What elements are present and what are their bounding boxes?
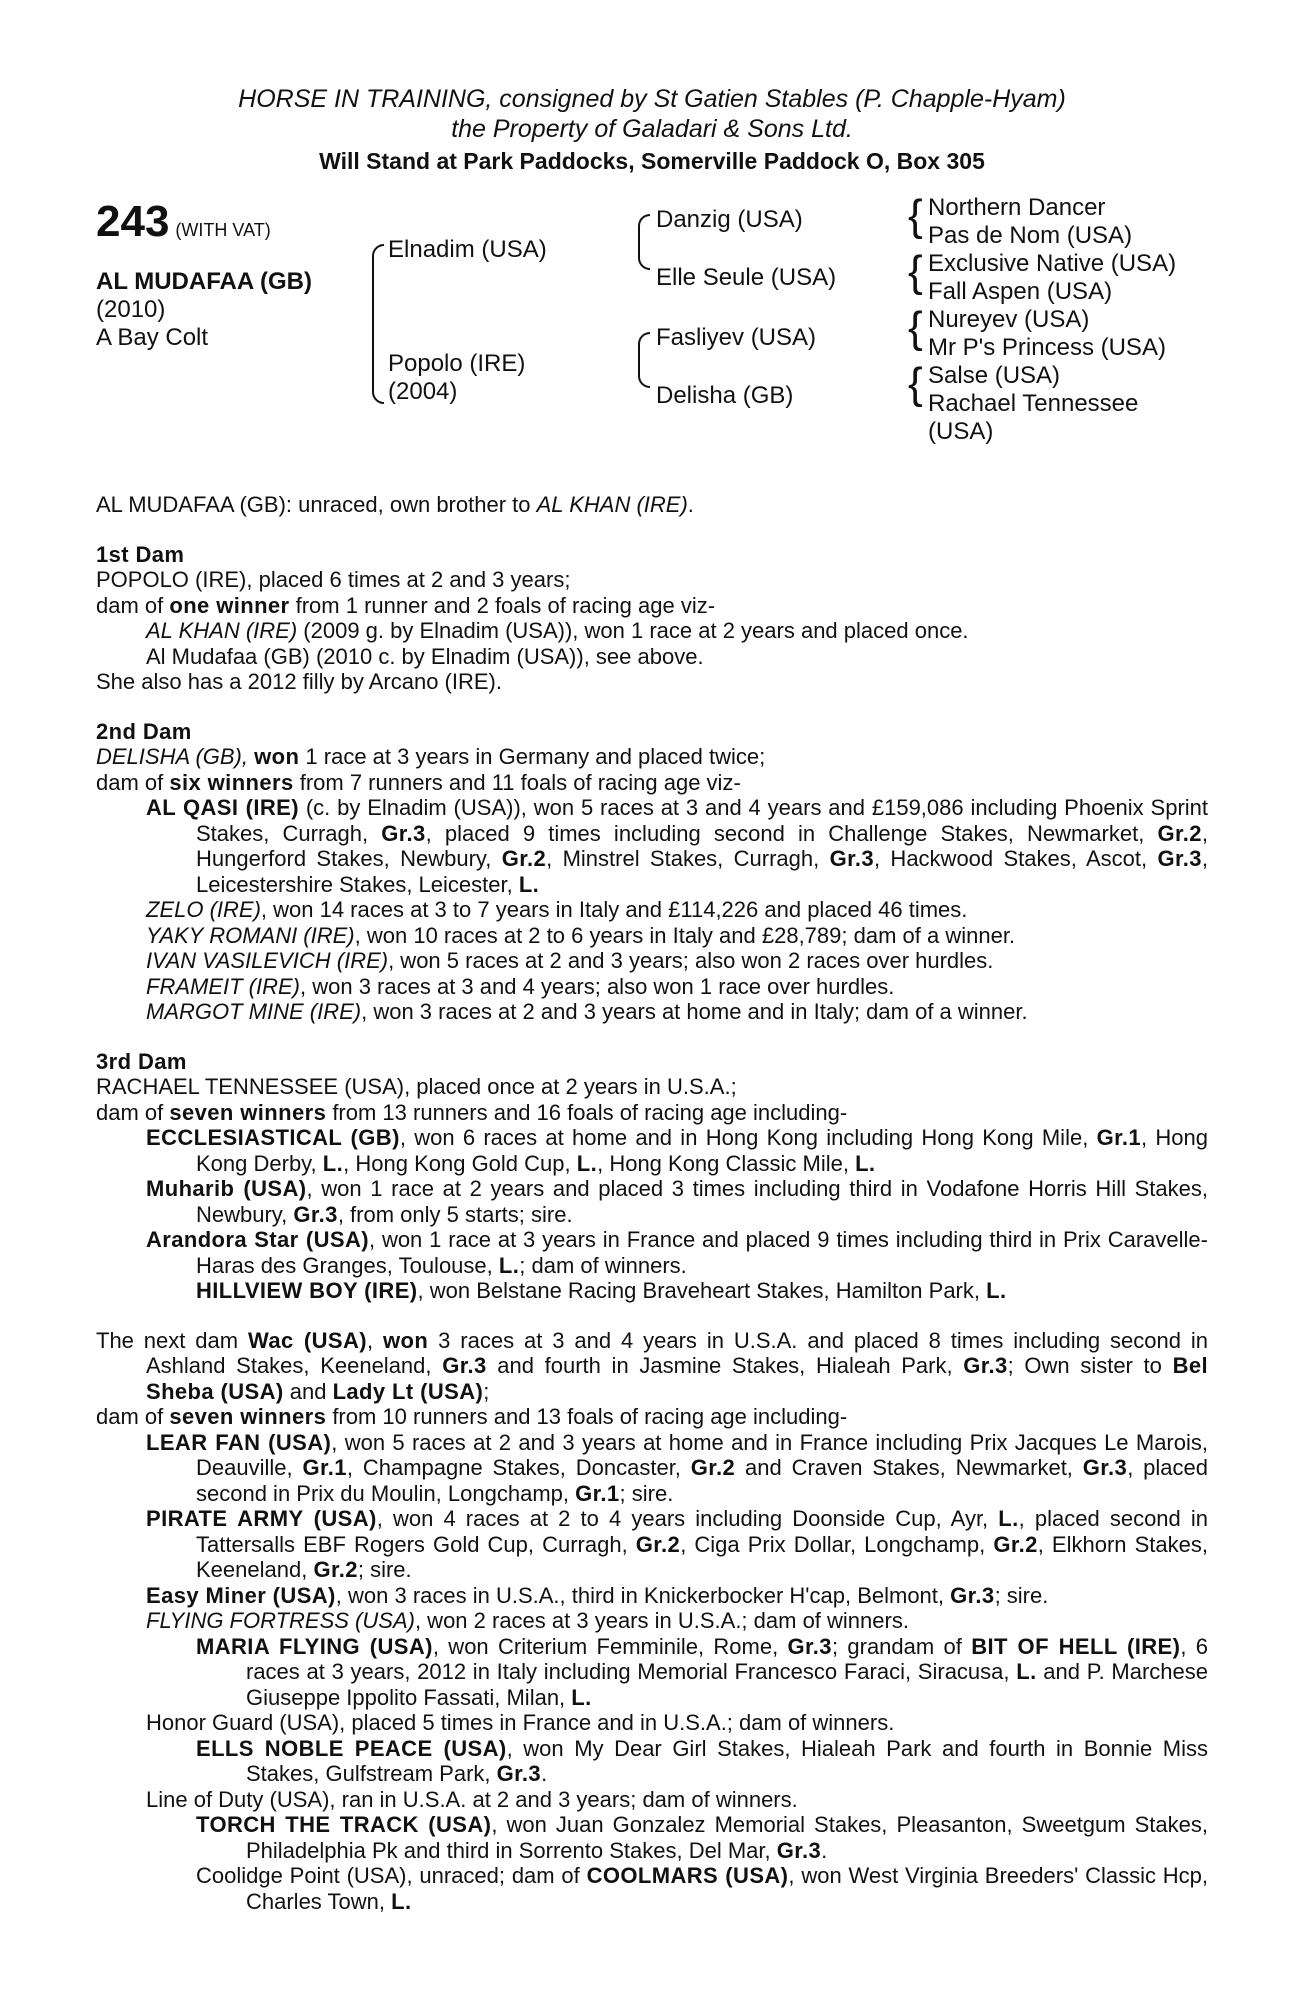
brace-3b: {	[908, 247, 923, 296]
ped-sdd: Fall Aspen (USA)	[928, 278, 1113, 305]
t: PIRATE ARMY (USA)	[146, 1506, 377, 1531]
body-text	[96, 492, 1208, 1914]
lot-number-value: 243	[96, 197, 170, 246]
produce-honor-guard: Honor Guard (USA), placed 5 times in France and in U.S.A.; dam of winners.	[146, 1710, 895, 1735]
t: Gr.3	[787, 1633, 832, 1659]
t: BIT OF HELL (IRE)	[971, 1633, 1181, 1659]
produce-margot-mine	[96, 999, 1208, 1025]
t: , placed 9 times including second in Challenge Stakes, Newmarket,	[425, 820, 1158, 846]
t: , Hong Kong Derby,	[196, 1125, 1208, 1176]
t: from 10 runners and 13 foals of racing age including-	[326, 1404, 848, 1429]
t: , Ciga Prix Dollar, Longchamp,	[680, 1531, 994, 1557]
t: , won 1 race at 2 years and placed 3 times including third in Vodafone Horris Hill Stakes, Newbury,	[196, 1176, 1208, 1227]
t: , placed second in Tattersalls EBF Rogers Gold Cup, Curragh,	[196, 1506, 1209, 1557]
t: ; dam of winners.	[519, 1252, 687, 1278]
t: , won 14 races at 3 to 7 years in Italy and £114,226 and placed 46 times.	[260, 897, 968, 922]
t: and Craven Stakes, Newmarket,	[735, 1455, 1083, 1480]
t: Arandora Star (USA)	[146, 1227, 369, 1252]
t: , won 6 races at home and in Hong Kong including Hong Kong Mile,	[399, 1125, 1097, 1150]
ped-ssd: Pas de Nom (USA)	[928, 222, 1133, 249]
t: , won 3 races at 3 and 4 years; also won 1 race over hurdles.	[300, 973, 895, 999]
t: , won 3 races at 2 and 3 years at home and in Italy; dam of a winner.	[361, 999, 1028, 1024]
t: Coolidge Point (USA), unraced; dam of	[196, 1863, 587, 1888]
t: from 1 runner and 2 foals of racing age viz-	[289, 592, 716, 618]
t: The next dam	[96, 1327, 248, 1353]
brace-ss	[638, 214, 650, 246]
third-dam-summary	[96, 1100, 1208, 1126]
t: LEAR FAN (USA)	[146, 1429, 332, 1455]
sire-sire: Danzig (USA)	[656, 206, 803, 233]
t: , won 3 races in U.S.A., third in Knickerbocker H'cap, Belmont,	[335, 1582, 951, 1608]
t: won	[383, 1327, 429, 1353]
t: dam of	[96, 592, 170, 618]
t: YAKY ROMANI (IRE)	[146, 922, 355, 948]
t: , Hong Kong Gold Cup,	[343, 1150, 577, 1176]
produce-pirate-army	[96, 1506, 1208, 1583]
t: Muharib (USA)	[146, 1176, 307, 1201]
lot-number	[96, 197, 271, 246]
produce-flying-fortress	[96, 1608, 1208, 1634]
t: MARGOT MINE (IRE)	[146, 999, 362, 1024]
t: FRAMEIT (IRE)	[146, 973, 300, 999]
intro-end: .	[687, 492, 694, 517]
t: seven winners	[169, 1404, 327, 1429]
t: Gr.3	[496, 1761, 542, 1786]
t: ; sire.	[994, 1582, 1049, 1608]
t: , Hungerford Stakes, Newbury,	[196, 820, 1208, 871]
produce-al-khan	[96, 618, 1208, 644]
t: , won 4 races at 2 to 4 years including Doonside Cup, Ayr,	[376, 1506, 999, 1531]
t: dam of	[96, 1099, 170, 1125]
t: and	[283, 1378, 333, 1404]
t: L.	[518, 871, 540, 897]
t: AL QASI (IRE)	[146, 795, 299, 820]
sire-name: Elnadim (USA)	[388, 236, 547, 263]
t: from 7 runners and 11 foals of racing age viz-	[293, 769, 741, 795]
t: Gr.3	[1157, 846, 1202, 871]
second-dam-section	[96, 719, 1208, 1025]
t: dam of	[96, 1404, 170, 1429]
brace-dd	[638, 362, 650, 388]
produce-zelo	[96, 897, 1208, 923]
dam-dam: Delisha (GB)	[656, 382, 794, 409]
second-dam-summary	[96, 770, 1208, 796]
t: L.	[576, 1150, 598, 1176]
produce-ivan-vasilevich	[96, 948, 1208, 974]
produce-arandora-star	[96, 1227, 1208, 1278]
t: , from only 5 starts; sire.	[337, 1201, 573, 1227]
ped-ddd: Rachael Tennessee	[928, 390, 1139, 417]
produce-al-qasi	[96, 795, 1208, 897]
t: , won Juan Gonzalez Memorial Stakes, Pleasanton, Sweetgum Stakes, Philadelphia Pk and third in Sorrento Stakes, Del Mar,	[246, 1812, 1208, 1863]
horse-year: (2010)	[96, 296, 166, 323]
stand-line: Will Stand at Park Paddocks, Somerville Paddock O, Box 305	[319, 148, 985, 174]
t: ELLS NOBLE PEACE (USA)	[196, 1735, 507, 1761]
t: Gr.1	[302, 1455, 347, 1480]
winners-count: one winner	[169, 592, 290, 618]
t: , won West Virginia Breeders' Classic Hcp, Charles Town,	[246, 1863, 1209, 1914]
property-line: the Property of Galadari & Sons Ltd.	[451, 115, 853, 143]
t: MARIA FLYING (USA)	[196, 1633, 433, 1659]
intro-text: AL MUDAFAA (GB): unraced, own brother to	[96, 492, 537, 517]
produce-ecclesiastical	[96, 1125, 1208, 1176]
consignor-line: HORSE IN TRAINING, consigned by St Gatien Stables (P. Chapple-Hyam)	[238, 85, 1066, 113]
t: (c. by Elnadim (USA)), won 5 races at 3 and 4 years and £159,086 including Phoenix Sprint Stakes, Curragh,	[196, 795, 1209, 846]
t: , Minstrel Stakes, Curragh,	[546, 846, 830, 871]
produce-coolidge-point	[96, 1863, 1208, 1914]
t: DELISHA (GB),	[96, 744, 255, 769]
next-dam-summary	[96, 1404, 1208, 1430]
produce-frameit	[96, 974, 1208, 1000]
intro-line	[96, 492, 1208, 518]
first-dam-line: POPOLO (IRE), placed 6 times at 2 and 3 years;	[96, 567, 571, 592]
sire-dam: Elle Seule (USA)	[656, 264, 837, 291]
t: .	[541, 1761, 548, 1786]
dam-year: (2004)	[388, 378, 458, 405]
produce-lear-fan	[96, 1430, 1208, 1507]
t: , placed second in Prix du Moulin, Longchamp,	[196, 1455, 1208, 1506]
t: L.	[1016, 1659, 1037, 1684]
brace-sire	[372, 244, 384, 304]
t: , won 10 races at 2 to 6 years in Italy and £28,789; dam of a winner.	[354, 922, 1016, 948]
second-dam-line	[96, 744, 1208, 770]
t: Gr.2	[690, 1455, 736, 1480]
second-dam-heading: 2nd Dam	[96, 718, 192, 744]
t: Gr.1	[1096, 1125, 1141, 1150]
t: , Champagne Stakes, Doncaster,	[346, 1455, 691, 1480]
t: .	[821, 1837, 828, 1863]
produce-easy-miner	[96, 1583, 1208, 1609]
t: Bel Sheba (USA)	[146, 1353, 1208, 1404]
produce-al-mudafaa: Al Mudafaa (GB) (2010 c. by Elnadim (USA)), see above.	[146, 643, 704, 669]
t: , 6 races at 3 years, 2012 in Italy including Memorial Francesco Faraci, Siracusa,	[246, 1633, 1208, 1684]
t: ; grandam of	[831, 1633, 972, 1659]
t: six winners	[169, 769, 294, 795]
produce-torch-the-track	[96, 1812, 1208, 1863]
t: Gr.3	[829, 846, 874, 871]
t: (2009 g. by Elnadim (USA)), won 1 race at 2 years and placed once.	[297, 618, 969, 643]
brace-3d: {	[908, 359, 923, 408]
t: FLYING FORTRESS (USA)	[146, 1608, 415, 1633]
brace-sd	[638, 244, 650, 270]
t: Gr.2	[501, 846, 547, 871]
t: won	[254, 744, 300, 769]
t: L.	[498, 1252, 520, 1278]
produce-muharib	[96, 1176, 1208, 1227]
t: , Hackwood Stakes, Ascot,	[873, 846, 1158, 871]
t: L.	[855, 1150, 876, 1176]
t: , won Belstane Racing Braveheart Stakes, Hamilton Park,	[417, 1278, 987, 1303]
t: Lady Lt (USA)	[332, 1378, 484, 1404]
t: L.	[322, 1150, 344, 1176]
t: , Hong Kong Classic Mile,	[597, 1150, 856, 1176]
t: , Elkhorn Stakes, Keeneland,	[196, 1531, 1208, 1582]
horse-name: AL MUDAFAA (GB)	[96, 268, 312, 295]
brace-dam	[372, 302, 384, 404]
produce-line-of-duty: Line of Duty (USA), ran in U.S.A. at 2 and 3 years; dam of winners.	[146, 1786, 798, 1812]
t: ECCLESIASTICAL (GB)	[146, 1125, 400, 1150]
t: ,	[367, 1327, 384, 1353]
t: L.	[986, 1278, 1007, 1303]
t: Wac (USA)	[248, 1327, 368, 1353]
t: Gr.2	[635, 1531, 681, 1557]
produce-ells-noble-peace	[96, 1736, 1208, 1787]
ped-dds: Salse (USA)	[928, 362, 1061, 389]
brace-3a: {	[908, 191, 923, 240]
t: ; sire.	[357, 1557, 412, 1582]
ped-sss: Northern Dancer	[928, 194, 1106, 221]
t: IVAN VASILEVICH (IRE)	[146, 948, 389, 973]
third-dam-section	[96, 1049, 1208, 1304]
t: from 13 runners and 16 foals of racing age including-	[326, 1099, 848, 1125]
t: , won 2 races at 3 years in U.S.A.; dam of winners.	[414, 1608, 909, 1633]
horse-description: A Bay Colt	[96, 324, 209, 351]
next-dam-section	[96, 1328, 1208, 1915]
t: , won 5 races at 2 and 3 years; also won 2 races over hurdles.	[388, 948, 994, 973]
dam-name: Popolo (IRE)	[388, 350, 526, 377]
brace-ds	[638, 332, 650, 364]
t: Gr.3	[776, 1837, 822, 1863]
t: Gr.2	[993, 1531, 1038, 1557]
t: HILLVIEW BOY (IRE)	[196, 1278, 418, 1303]
t: Gr.2	[1157, 820, 1202, 846]
ped-ddd-country: (USA)	[928, 418, 994, 445]
t: Easy Miner (USA)	[146, 1582, 336, 1608]
t: , Leicestershire Stakes, Leicester,	[196, 846, 1208, 897]
t: 1 race at 3 years in Germany and placed twice;	[299, 744, 766, 769]
t: Gr.3	[442, 1353, 487, 1378]
t: ZELO (IRE)	[146, 897, 261, 922]
t: 3 races at 3 and 4 years in U.S.A. and placed 8 times including second in Ashland Stakes, Keeneland,	[146, 1327, 1208, 1378]
next-dam-line	[96, 1328, 1208, 1405]
t: Gr.3	[293, 1201, 338, 1227]
produce-2012-filly: She also has a 2012 filly by Arcano (IRE).	[96, 669, 502, 694]
dam-sire: Fasliyev (USA)	[656, 324, 817, 351]
first-dam-section	[96, 542, 1208, 695]
pedigree-table	[96, 191, 1208, 490]
intro-brother: AL KHAN (IRE)	[536, 492, 688, 517]
produce-maria-flying	[96, 1634, 1208, 1711]
third-dam-heading: 3rd Dam	[96, 1048, 187, 1074]
t: , won 1 race at 3 years in France and placed 9 times including third in Prix Caravelle-Haras des Granges, Toulouse,	[196, 1227, 1208, 1278]
t: L.	[998, 1506, 1019, 1531]
t: Gr.3	[963, 1353, 1008, 1378]
t: Gr.3	[950, 1582, 995, 1608]
t: seven winners	[169, 1099, 327, 1125]
vat-label: (WITH VAT)	[175, 220, 271, 240]
ped-dsd: Mr P's Princess (USA)	[928, 334, 1166, 361]
produce-hillview-boy	[96, 1278, 1208, 1304]
t: Gr.1	[575, 1480, 620, 1506]
catalogue-page	[96, 84, 1208, 1914]
brace-3c: {	[908, 303, 923, 352]
t: ; Own sister to	[1007, 1353, 1173, 1378]
t: and P. Marchese Giuseppe Ippolito Fassati, Milan,	[246, 1659, 1208, 1710]
t: , won Criterium Femminile, Rome,	[432, 1633, 788, 1659]
t: dam of	[96, 769, 170, 795]
first-dam-heading: 1st Dam	[96, 541, 185, 567]
t: , won 5 races at 2 and 3 years at home and in France including Prix Jacques Le Marois, Deauville,	[196, 1429, 1208, 1480]
t: TORCH THE TRACK (USA)	[196, 1812, 492, 1837]
first-dam-summary	[96, 593, 1208, 619]
t: Gr.3	[381, 820, 426, 846]
ped-dss: Nureyev (USA)	[928, 306, 1090, 333]
third-dam-line: RACHAEL TENNESSEE (USA), placed once at 2 years in U.S.A.;	[96, 1074, 737, 1099]
produce-yaky-romani	[96, 923, 1208, 949]
t: Gr.2	[313, 1557, 358, 1582]
t: ; sire.	[619, 1480, 674, 1506]
t: COOLMARS (USA)	[586, 1863, 789, 1888]
t: Gr.3	[1082, 1455, 1128, 1480]
t: L.	[391, 1888, 412, 1914]
t: ;	[483, 1378, 490, 1404]
t: L.	[571, 1684, 592, 1710]
t: and fourth in Jasmine Stakes, Hialeah Park,	[486, 1353, 964, 1378]
t: AL KHAN (IRE)	[146, 618, 298, 643]
t: , won My Dear Girl Stakes, Hialeah Park and fourth in Bonnie Miss Stakes, Gulfstream Park,	[246, 1735, 1209, 1786]
ped-sds: Exclusive Native (USA)	[928, 250, 1177, 277]
